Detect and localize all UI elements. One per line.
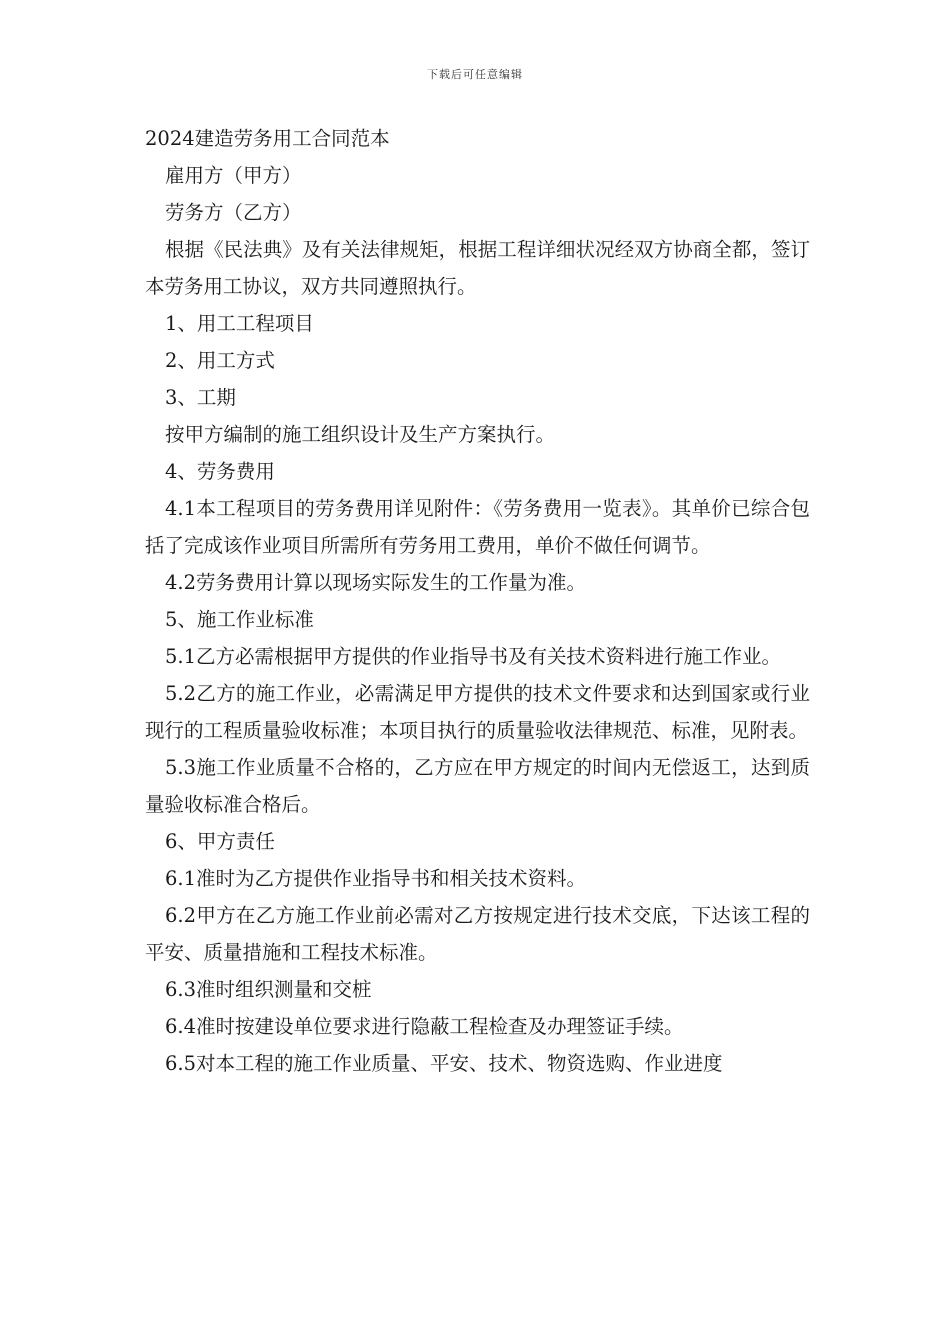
document-body [145, 120, 810, 1082]
document-title: 2024建造劳务用工合同范本 [145, 127, 390, 150]
paragraph-preamble: 根据《民法典》及有关法律规矩，根据工程详细状况经双方协商全都，签订本劳务用工协议，双方共同遵照执行。 [145, 238, 810, 298]
clause-5-2: 5.2乙方的施工作业，必需满足甲方提供的技术文件要求和达到国家或行业现行的工程质量验收标准；本项目执行的质量验收法律规范、标准，见附表。 [145, 682, 810, 742]
clause-5-1: 5.1乙方必需根据甲方提供的作业指导书及有关技术资料进行施工作业。 [165, 645, 782, 668]
paragraph-laborer: 劳务方（乙方） [165, 201, 302, 224]
clause-6-1: 6.1准时为乙方提供作业指导书和相关技术资料。 [165, 867, 587, 890]
header-note: 下载后可任意编辑 [427, 68, 523, 81]
section-heading-6: 6、甲方责任 [165, 830, 275, 853]
clause-6-3: 6.3准时组织测量和交桩 [165, 978, 372, 1001]
clause-4-2: 4.2劳务费用计算以现场实际发生的工作量为准。 [165, 571, 587, 594]
paragraph-employer: 雇用方（甲方） [165, 164, 302, 187]
clause-6-5: 6.5对本工程的施工作业质量、平安、技术、物资选购、作业进度 [165, 1052, 723, 1075]
clause-6-2: 6.2甲方在乙方施工作业前必需对乙方按规定进行技术交底，下达该工程的平安、质量措施和工程技术标准。 [145, 904, 810, 964]
section-heading-5: 5、施工作业标准 [165, 608, 314, 631]
section-heading-3: 3、工期 [165, 386, 236, 409]
section-heading-4: 4、劳务费用 [165, 460, 275, 483]
section-heading-2: 2、用工方式 [165, 349, 275, 372]
section-heading-1: 1、用工工程项目 [165, 312, 314, 335]
clause-5-3: 5.3施工作业质量不合格的，乙方应在甲方规定的时间内无偿返工，达到质量验收标准合格后。 [145, 756, 810, 816]
paragraph-schedule: 按甲方编制的施工组织设计及生产方案执行。 [165, 423, 556, 446]
clause-4-1: 4.1本工程项目的劳务费用详见附件：《劳务费用一览表》。其单价已综合包括了完成该作业项目所需所有劳务用工费用，单价不做任何调节。 [145, 497, 810, 557]
clause-6-4: 6.4准时按建设单位要求进行隐蔽工程检查及办理签证手续。 [165, 1015, 684, 1038]
